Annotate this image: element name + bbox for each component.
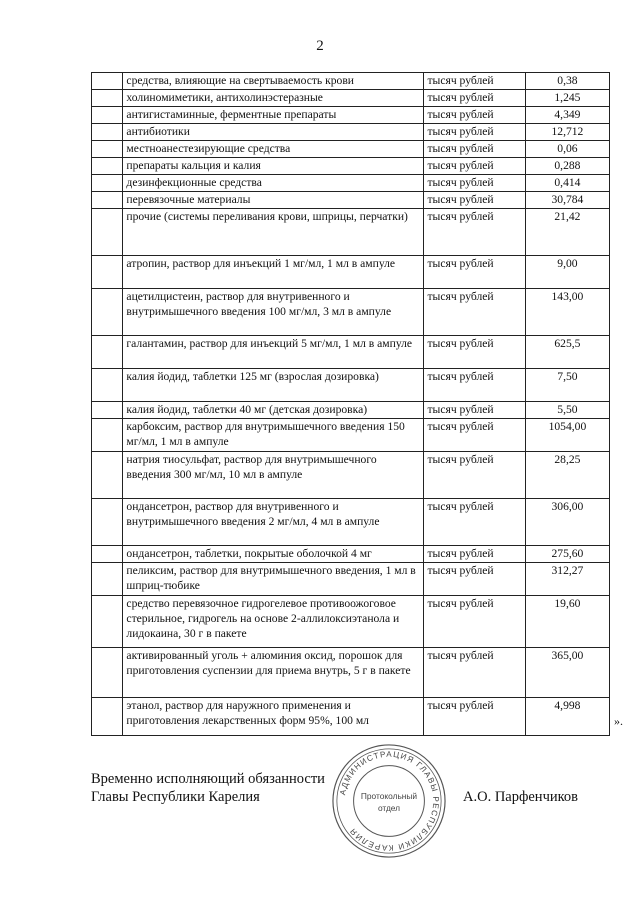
table-row xyxy=(92,402,610,419)
table-row xyxy=(92,158,610,175)
table-row xyxy=(92,73,610,90)
item-name: калия йодид, таблетки 125 мг (взрослая дозировка) xyxy=(123,369,424,402)
stamp-inner-line-1: Протокольный xyxy=(360,791,418,802)
item-value: 30,784 xyxy=(525,192,609,209)
row-margin-cell xyxy=(92,499,123,546)
item-value: 275,60 xyxy=(525,546,609,563)
table-row xyxy=(92,698,610,736)
table-row xyxy=(92,256,610,289)
item-name: ацетилцистеин, раствор для внутривенного и внутримышечного введения 100 мг/мл, 3 мл в ампуле xyxy=(123,289,424,336)
row-margin-cell xyxy=(92,256,123,289)
row-margin-cell xyxy=(92,90,123,107)
row-margin-cell xyxy=(92,289,123,336)
row-margin-cell xyxy=(92,563,123,596)
table-row xyxy=(92,336,610,369)
row-margin-cell xyxy=(92,596,123,648)
row-margin-cell xyxy=(92,158,123,175)
row-margin-cell xyxy=(92,175,123,192)
item-unit: тысяч рублей xyxy=(424,336,525,369)
signatory-name: А.О. Парфенчиков xyxy=(463,789,579,805)
expenses-table xyxy=(91,72,610,736)
row-margin-cell xyxy=(92,648,123,698)
row-margin-cell xyxy=(92,546,123,563)
item-name: атропин, раствор для инъекций 1 мг/мл, 1 мл в ампуле xyxy=(123,256,424,289)
item-value: 143,00 xyxy=(525,289,609,336)
item-unit: тысяч рублей xyxy=(424,563,525,596)
item-unit: тысяч рублей xyxy=(424,175,525,192)
item-value: 4,998 xyxy=(525,698,609,736)
item-unit: тысяч рублей xyxy=(424,158,525,175)
closing-quote-mark: ». xyxy=(614,714,623,728)
item-unit: тысяч рублей xyxy=(424,596,525,648)
stamp-outer-text: АДМИНИСТРАЦИЯ ГЛАВЫ РЕСПУБЛИКИ КАРЕЛИЯ xyxy=(338,749,441,853)
item-name: холиномиметики, антихолинэстеразные xyxy=(123,90,424,107)
item-unit: тысяч рублей xyxy=(424,192,525,209)
item-name: прочие (системы переливания крови, шприцы, перчатки) xyxy=(123,209,424,256)
item-value: 0,06 xyxy=(525,141,609,158)
item-value: 19,60 xyxy=(525,596,609,648)
item-name: перевязочные материалы xyxy=(123,192,424,209)
item-value: 0,288 xyxy=(525,158,609,175)
row-margin-cell xyxy=(92,369,123,402)
table-row xyxy=(92,289,610,336)
item-value: 21,42 xyxy=(525,209,609,256)
item-value: 365,00 xyxy=(525,648,609,698)
signatory-position-line-2: Главы Республики Карелия xyxy=(91,789,260,805)
item-value: 5,50 xyxy=(525,402,609,419)
item-unit: тысяч рублей xyxy=(424,209,525,256)
row-margin-cell xyxy=(92,698,123,736)
page-number: 2 xyxy=(316,38,324,54)
item-value: 306,00 xyxy=(525,499,609,546)
row-margin-cell xyxy=(92,402,123,419)
official-stamp xyxy=(330,742,448,860)
table-row xyxy=(92,419,610,452)
table-row xyxy=(92,209,610,256)
item-unit: тысяч рублей xyxy=(424,289,525,336)
table-row xyxy=(92,563,610,596)
item-name: ондансетрон, раствор для внутривенного и внутримышечного введения 2 мг/мл, 4 мл в ампуле xyxy=(123,499,424,546)
item-unit: тысяч рублей xyxy=(424,499,525,546)
item-unit: тысяч рублей xyxy=(424,107,525,124)
item-name: антигистаминные, ферментные препараты xyxy=(123,107,424,124)
item-value: 9,00 xyxy=(525,256,609,289)
item-name: натрия тиосульфат, раствор для внутримышечного введения 300 мг/мл, 10 мл в ампуле xyxy=(123,452,424,499)
item-unit: тысяч рублей xyxy=(424,419,525,452)
row-margin-cell xyxy=(92,73,123,90)
item-value: 7,50 xyxy=(525,369,609,402)
stamp-inner-line-2: отдел xyxy=(377,802,401,813)
item-unit: тысяч рублей xyxy=(424,402,525,419)
item-name: препараты кальция и калия xyxy=(123,158,424,175)
row-margin-cell xyxy=(92,452,123,499)
item-unit: тысяч рублей xyxy=(424,90,525,107)
item-name: галантамин, раствор для инъекций 5 мг/мл, 1 мл в ампуле xyxy=(123,336,424,369)
item-name: активированный уголь + алюминия оксид, порошок для приготовления суспензии для приема внутрь, 5 г в пакете xyxy=(123,648,424,698)
item-name: ондансетрон, таблетки, покрытые оболочкой 4 мг xyxy=(123,546,424,563)
item-value: 0,414 xyxy=(525,175,609,192)
item-name: калия йодид, таблетки 40 мг (детская дозировка) xyxy=(123,402,424,419)
row-margin-cell xyxy=(92,141,123,158)
item-name: антибиотики xyxy=(123,124,424,141)
table-row xyxy=(92,499,610,546)
item-value: 1,245 xyxy=(525,90,609,107)
table-row xyxy=(92,596,610,648)
table-row xyxy=(92,124,610,141)
item-name: дезинфекционные средства xyxy=(123,175,424,192)
item-name: средства, влияющие на свертываемость крови xyxy=(123,73,424,90)
item-unit: тысяч рублей xyxy=(424,369,525,402)
item-name: средство перевязочное гидрогелевое противоожоговое стерильное, гидрогель на основе 2-аллилоксиэтанола и лидокаина, 30 г в пакете xyxy=(123,596,424,648)
table-row xyxy=(92,452,610,499)
row-margin-cell xyxy=(92,192,123,209)
table-row xyxy=(92,369,610,402)
item-unit: тысяч рублей xyxy=(424,73,525,90)
signatory-position-line-1: Временно исполняющий обязанности xyxy=(91,771,325,787)
table-row xyxy=(92,141,610,158)
item-value: 312,27 xyxy=(525,563,609,596)
item-unit: тысяч рублей xyxy=(424,648,525,698)
item-unit: тысяч рублей xyxy=(424,124,525,141)
item-name: местноанестезирующие средства xyxy=(123,141,424,158)
row-margin-cell xyxy=(92,124,123,141)
item-value: 4,349 xyxy=(525,107,609,124)
item-unit: тысяч рублей xyxy=(424,546,525,563)
item-unit: тысяч рублей xyxy=(424,452,525,499)
row-margin-cell xyxy=(92,209,123,256)
row-margin-cell xyxy=(92,107,123,124)
item-value: 0,38 xyxy=(525,73,609,90)
item-name: пеликсим, раствор для внутримышечного введения, 1 мл в шприц-тюбике xyxy=(123,563,424,596)
item-value: 1054,00 xyxy=(525,419,609,452)
table-row xyxy=(92,175,610,192)
item-unit: тысяч рублей xyxy=(424,141,525,158)
table-row xyxy=(92,648,610,698)
item-unit: тысяч рублей xyxy=(424,698,525,736)
item-name: этанол, раствор для наружного применения и приготовления лекарственных форм 95%, 100 мл xyxy=(123,698,424,736)
row-margin-cell xyxy=(92,336,123,369)
table-row xyxy=(92,546,610,563)
item-name: карбоксим, раствор для внутримышечного введения 150 мг/мл, 1 мл в ампуле xyxy=(123,419,424,452)
table-row xyxy=(92,90,610,107)
item-value: 625,5 xyxy=(525,336,609,369)
row-margin-cell xyxy=(92,419,123,452)
table-row xyxy=(92,192,610,209)
table-row xyxy=(92,107,610,124)
item-value: 12,712 xyxy=(525,124,609,141)
item-value: 28,25 xyxy=(525,452,609,499)
item-unit: тысяч рублей xyxy=(424,256,525,289)
